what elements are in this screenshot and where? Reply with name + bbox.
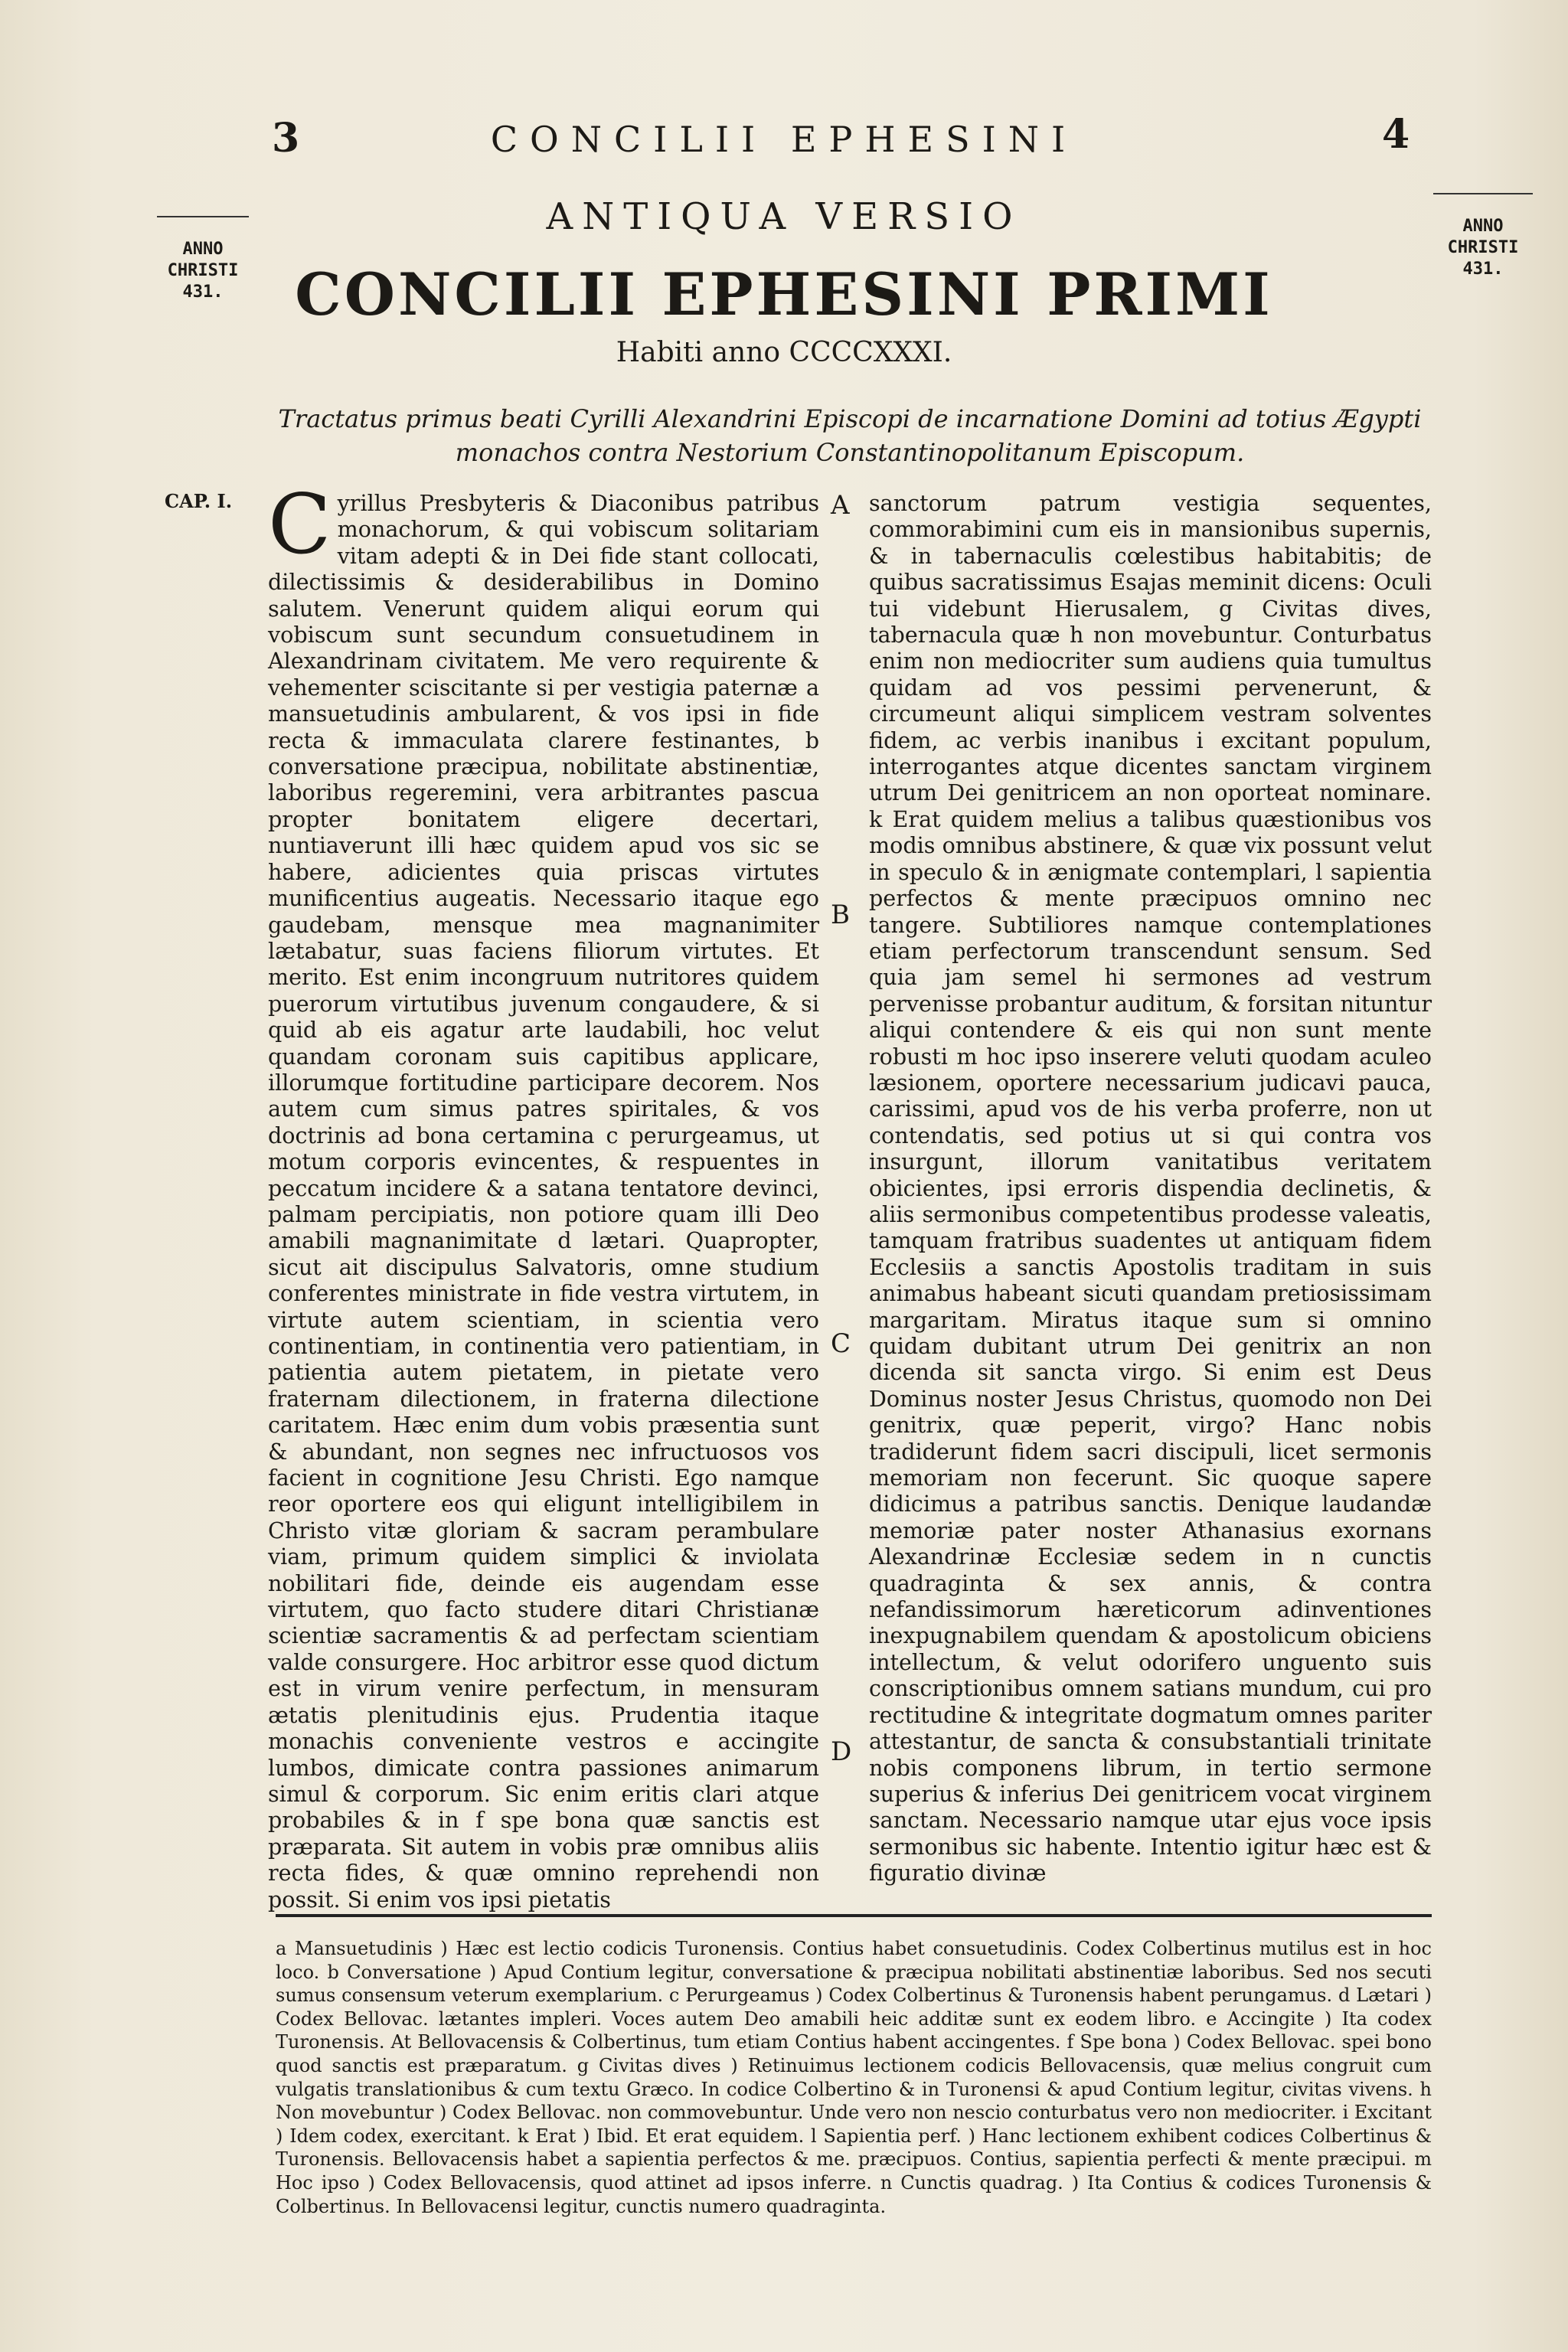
footnote-rule bbox=[276, 1914, 1432, 1917]
chapter-marker: CAP. I. bbox=[165, 490, 233, 512]
title-antiqua-versio: ANTIQUA VERSIO bbox=[546, 195, 1022, 238]
page-number-left: 3 bbox=[272, 115, 300, 162]
title-subtitle: Habiti anno CCCCXXXI. bbox=[616, 337, 952, 368]
margin-letter-b: B bbox=[831, 900, 850, 930]
title-main: CONCILII EPHESINI PRIMI bbox=[295, 260, 1273, 328]
anno-rule bbox=[1433, 193, 1533, 194]
tractatus-heading: Tractatus primus beati Cyrilli Alexandrini Episcopi de incarnatione Domini ad totius Ægypti monachos contra Nestorium Constantinopolitanum Episcopum. bbox=[278, 404, 1422, 467]
left-column bbox=[268, 477, 819, 1913]
running-head: CONCILII EPHESINI bbox=[490, 119, 1078, 160]
right-column bbox=[869, 490, 1432, 1906]
right-column-text: sanctorum patrum vestigia sequentes, commorabimini cum eis in mansionibus supernis, & in tabernaculis cœlestibus habitabitis; de quibus sacratissimus Esajas meminit dicens: Oculi tui videbunt Hierusalem, g Civitas dives, tabernacula quæ h non movebuntur. Conturbatus enim non mediocriter sum audiens quia tumultus quidam ad vos pessimi pervenerunt, & circumeunt aliqui simplicem vestram solventes fidem, ac verbis inanibus i excitant populum, interrogantes atque dicentes sanctam virginem utrum Dei genitricem an non oporteat nominare. k Erat quidem melius a talibus quæstionibus vos modis omnibus abstinere, & quæ vix possunt velut in speculo & in ænigmate contemplari, l sapientia perfectos & mente præcipuos omnino nec tangere. Subtiliores namque contemplationes etiam perfectorum transcendunt sensum. Sed quia jam semel hi sermones ad vestrum pervenisse probantur auditum, & forsitan nituntur aliqui contendere & eis qui non sunt mente robusti m hoc ipso inserere veluti quodam aculeo læsionem, oportere necessarium judicavi pauca, carissimi, apud vos de his verba proferre, non ut contendatis, sed potius ut si qui contra vos insurgunt, illorum vanitatibus veritatem obicientes, ipsi erroris dispendia declinetis, & aliis sermonibus competentibus prodesse valeatis, tamquam fratribus suadentes ut antiquam fidem Ecclesiis a sanctis Apostolis traditam in suis animabus habeant sicuti quandam pretiosissimam margaritam. Miratus itaque sum si omnino quidam dubitant utrum Dei genitrix an non dicenda sit sancta virgo. Si enim est Deus Dominus noster Jesus Christus, quomodo non Dei genitrix, quæ peperit, virgo? Hanc nobis tradiderunt fidem sacri discipuli, licet sermonis memoriam non fecerunt. Sic quoque sapere didicimus a patribus sanctis. Denique laudandæ memoriæ pater noster Athanasius exornans Alexandrinæ Ecclesiæ sedem in n cunctis quadraginta & sex annis, & contra nefandissimorum hæreticorum adinventiones inexpugnabilem quendam & apostolicum obiciens intellectum, & velut odorifero unguento suis conscriptionibus omnem satians mundum, cui pro rectitudine & integritate dogmatum omnes pariter attestantur, de sancta & consubstantiali trinitate nobis componens librum, in tertio sermone superius & inferius Dei genitricem vocat virginem sanctam. Necessario namque utar ejus voce ipsis sermonibus sic habente. Intentio igitur hæc est & figuratio divinæ bbox=[869, 490, 1432, 1886]
footnotes-text: a Mansuetudinis ) Hæc est lectio codicis Turonensis. Contius habet consuetudinis. Codex Colbertinus mutilus est in hoc loco. b Conversatione ) Apud Contium legitur, conversatione & præcipua nobilitati abstinentiæ laboribus. Sed nos secuti sumus consensum veterum exemplarium. c Perurgeamus ) Codex Colbertinus & Turonensis habent perungamus. d Lætari ) Codex Bellovac. lætantes impleri. Voces autem Deo amabili heic additæ sunt ex eodem libro. e Accingite ) Ita codex Turonensis. At Bellovacensis & Colbertinus, tum etiam Contius habent accingentes. f Spe bona ) Codex Bellovac. spei bono quod sanctis est præparatum. g Civitas dives ) Retinuimus lectionem codicis Bellovacensis, quæ melius congruit cum vulgatis translationibus & cum textu Græco. In codice Colbertino & in Turonensi & apud Contium legitur, civitas vivens. h Non movebuntur ) Codex Bellovac. non commovebuntur. Unde vero non nescio conturbatus vero non mediocriter. i Excitant ) Idem codex, exercitant. k Erat ) Ibid. Et erat equidem. l Sapientia perf. ) Hanc lectionem exhibent codices Colbertinus & Turonensis. Bellovacensis habet a sapientia perfectos & me. præcipuos. Contius, sapientia perfecti & mente præcipui. m Hoc ipso ) Codex Bellovacensis, quod attinet ad ipsos inferre. n Cunctis quadrag. ) Ita Contius & codices Turonensis & Colbertinus. In Bellovacensi legitur, cunctis numero quadraginta. bbox=[276, 1938, 1432, 2217]
footnotes bbox=[276, 1937, 1432, 2218]
left-column-text: yrillus Presbyteris & Diaconibus patribus monachorum, & qui vobiscum solitariam vitam adepti & in Dei fide stant collocati, dilectissimis & desiderabilibus in Domino salutem. Venerunt quidem aliqui eorum qui vobiscum sunt secundum consuetudinem in Alexandrinam civitatem. Me vero requirente & vehementer sciscitante si per vestigia paternæ a mansuetudinis ambularent, & vos ipsi in fide recta & immaculata clarere festinantes, b conversatione præcipua, nobilitate abstinentiæ, laboribus regeremini, vera arbitrantes pascua propter bonitatem eligere decertari, nuntiaverunt illi hæc quidem apud vos sic se habere, adicientes quia priscas virtutes munificentius augeatis. Necessario itaque ego gaudebam, mensque mea magnanimiter lætabatur, suas faciens filiorum virtutes. Et merito. Est enim incongruum nutritores quidem puerorum virtutibus juvenum congaudere, & si quid ab eis agatur arte laudabili, hoc velut quandam coronam suis capitibus applicare, illorumque fortitudine participare decorem. Nos autem cum simus patres spiritales, & vos doctrinis ad bona certamina c perurgeamus, ut motum corporis evincentes, & respuentes in peccatum incidere & a satana tentatore devinci, palmam percipiatis, non potiore quam illi Deo amabili magnanimitate d lætari. Quapropter, sicut ait discipulus Salvatoris, omne studium conferentes ministrate in fide vestra virtutem, in virtute autem scientiam, in scientia vero continentiam, in continentia vero patientiam, in patientia autem pietatem, in pietate vero fraternam dilectionem, in fraterna dilectione caritatem. Hæc enim dum vobis præsentia sunt & abundant, non segnes nec infructuosos vos facient in cognitione Jesu Christi. Ego namque reor oportere eos qui eligunt intelligibilem in Christo vitæ gloriam & sacram perambulare viam, primum quidem simplici & inviolata nobilitari fide, deinde eis augendam esse virtutem, quo facto studere ditari Christianæ scientiæ sacramentis & ad perfectam scientiam valde consurgere. Hoc arbitror esse quod dictum est in virum venire perfectum, in mensuram ætatis plenitudinis ejus. Prudentia itaque monachis conveniente vestros e accingite lumbos, dimicate contra passiones animarum simul & corporum. Sic enim eritis clari atque probabiles & in f spe bona quæ sanctis est præparata. Sit autem in vobis præ omnibus aliis recta fides, & quæ omnino reprehendi non possit. Si enim vos ipsi pietatis bbox=[268, 490, 819, 1913]
drop-cap: C bbox=[268, 477, 332, 573]
anno-text: ANNO CHRISTI 431. bbox=[167, 240, 239, 302]
page-number-right: 4 bbox=[1382, 111, 1410, 158]
margin-letter-d: D bbox=[831, 1736, 852, 1767]
anno-text: ANNO CHRISTI 431. bbox=[1447, 217, 1519, 279]
margin-letter-a: A bbox=[831, 490, 850, 521]
margin-letter-c: C bbox=[831, 1328, 851, 1359]
